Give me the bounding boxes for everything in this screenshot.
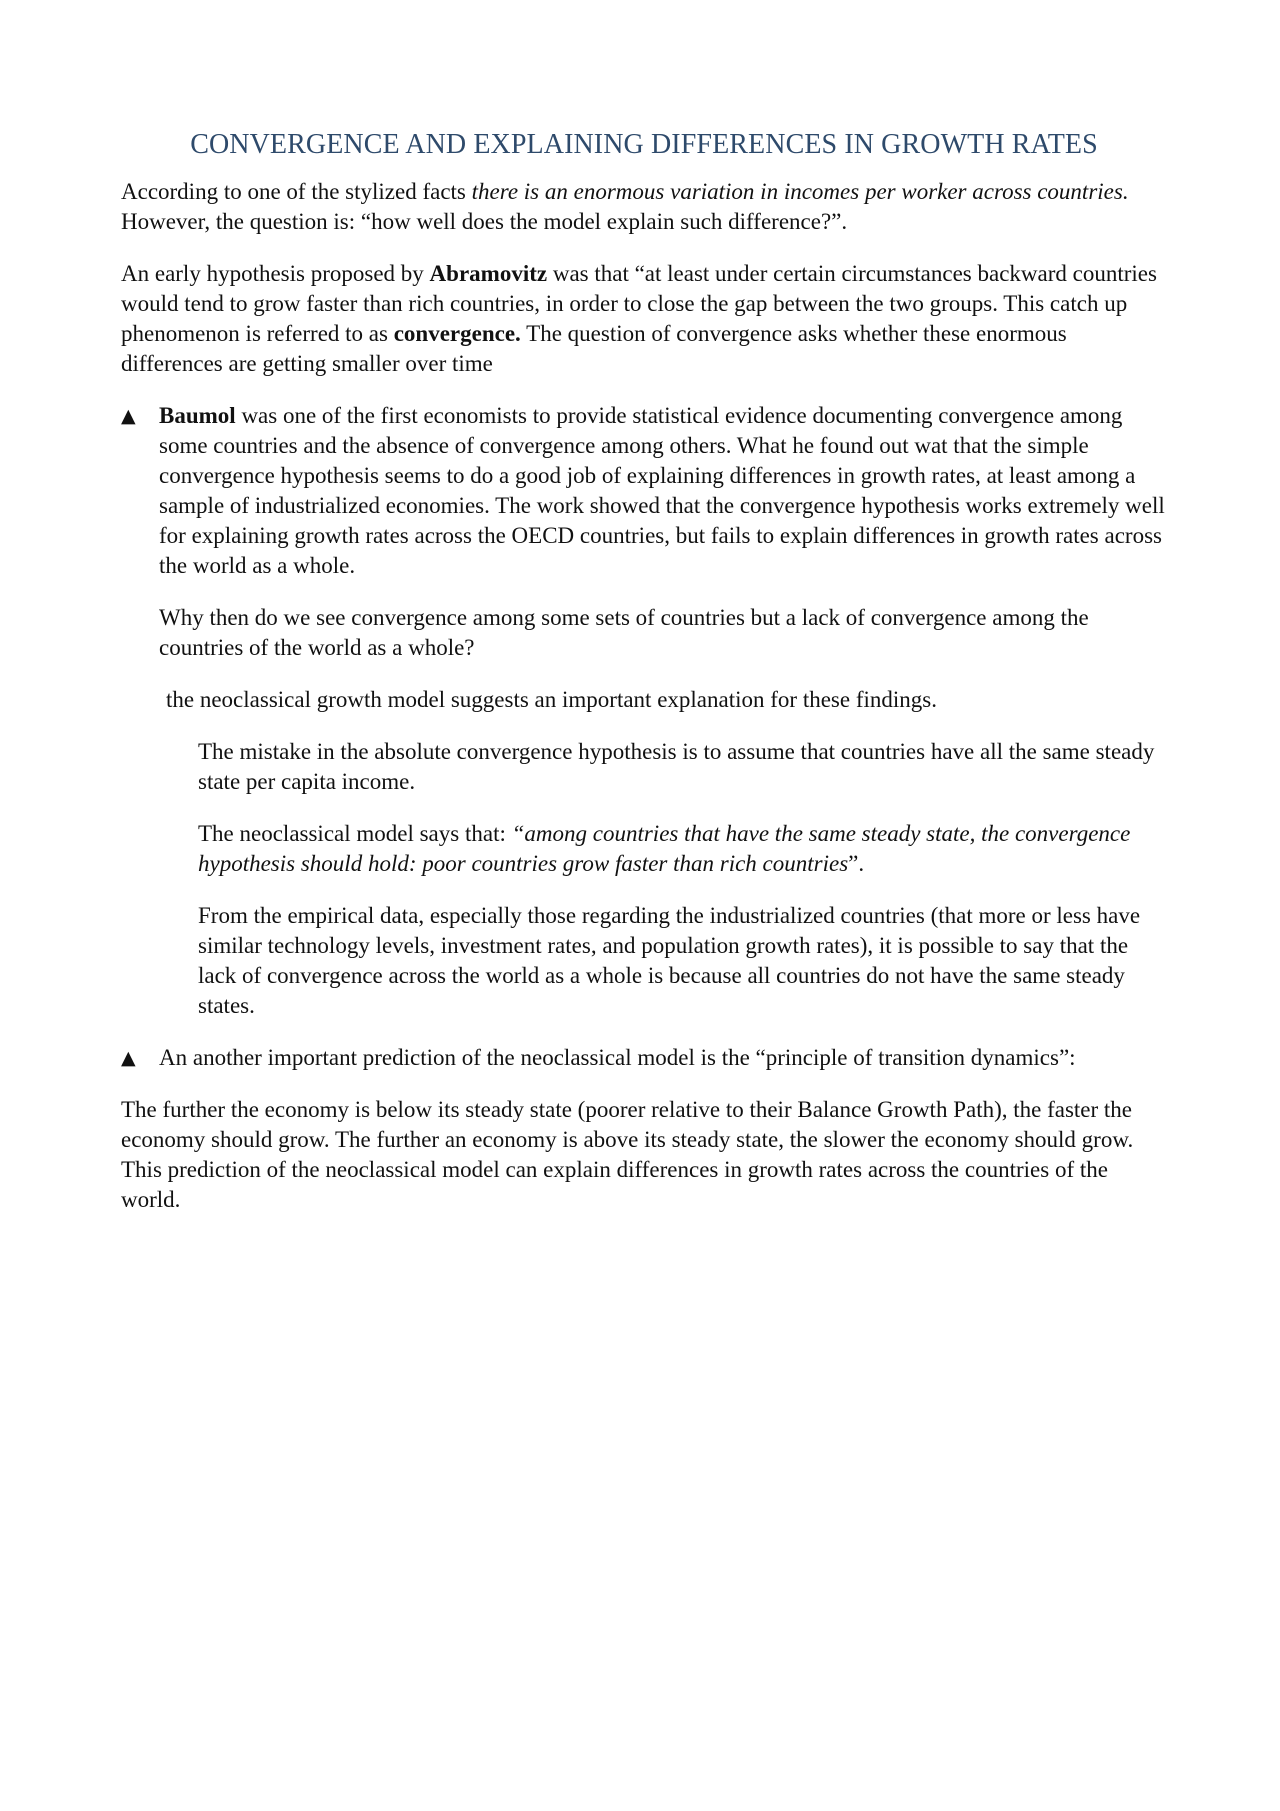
neoclassical-says-text-a: The neoclassical model says that: bbox=[198, 821, 512, 846]
document-title: CONVERGENCE AND EXPLAINING DIFFERENCES IN GROWTH RATES bbox=[190, 129, 1098, 160]
intro-paragraph bbox=[121, 177, 1167, 237]
abramovitz-text-e: The question of convergence asks whether these enormous differences are getting smaller over time bbox=[121, 321, 1067, 376]
abramovitz-text-c: was that “at least under certain circumstances backward countries would tend to grow faster than rich countries, in order to close the gap between the two groups. This catch up phenomenon is referred to as bbox=[121, 261, 1157, 346]
abramovitz-paragraph bbox=[121, 259, 1167, 379]
triangle-bullet-icon: ▲ bbox=[121, 405, 136, 427]
abramovitz-text-a: An early hypothesis proposed by bbox=[121, 261, 430, 286]
neoclassical-quote: “among countries that have the same steady state, the convergence hypothesis should hold: poor countries grow faster than rich countries bbox=[198, 821, 1131, 876]
abramovitz-name: Abramovitz bbox=[429, 261, 548, 286]
baumol-text: was one of the first economists to provide statistical evidence documenting convergence among some countries and the absence of convergence among others. What he found out wat that the simple convergence hypothesis seems to do a good job of explaining differences in growth rates, at least among a sample of industrialized economies. The work showed that the convergence hypothesis works extremely well for explaining growth rates across the OECD countries, but fails to explain differences in growth rates across the world as a whole. bbox=[159, 403, 1165, 578]
convergence-term: convergence. bbox=[393, 321, 521, 346]
intro-text-c: However, the question is: “how well does the model explain such difference?”. bbox=[121, 209, 848, 234]
intro-italic: there is an enormous variation in incomes per worker across countries. bbox=[471, 179, 1129, 204]
closing-paragraph: The further the economy is below its steady state (poorer relative to their Balance Growth Path), the faster the economy should grow. The further an economy is above its steady state, the slower the economy should grow. This prediction of the neoclassical model can explain differences in growth rates across the countries of the world. bbox=[121, 1097, 1134, 1212]
neoclassical-says-text-c: ”. bbox=[848, 851, 865, 876]
baumol-bullet bbox=[121, 401, 1167, 581]
neoclassical-says-paragraph bbox=[121, 819, 1167, 879]
triangle-bullet-icon: ▲ bbox=[121, 1047, 136, 1069]
transition-dynamics-text: An another important prediction of the neoclassical model is the “principle of transition dynamics”: bbox=[159, 1045, 1076, 1070]
intro-text-a: According to one of the stylized facts bbox=[121, 179, 472, 204]
neoclassical-explanation-paragraph: the neoclassical growth model suggests an important explanation for these findings. bbox=[166, 687, 937, 712]
transition-dynamics-bullet bbox=[121, 1043, 1167, 1073]
empirical-data-paragraph: From the empirical data, especially those regarding the industrialized countries (that more or less have similar technology levels, investment rates, and population growth rates), it is possible to say that the lack of convergence across the world as a whole is because all countries do not have the same steady states. bbox=[198, 903, 1141, 1018]
mistake-paragraph: The mistake in the absolute convergence hypothesis is to assume that countries have all the same steady state per capita income. bbox=[198, 739, 1155, 794]
document-body bbox=[121, 125, 1167, 1237]
why-question-paragraph: Why then do we see convergence among some sets of countries but a lack of convergence among the countries of the world as a whole? bbox=[159, 605, 1089, 660]
baumol-name: Baumol bbox=[159, 403, 236, 428]
